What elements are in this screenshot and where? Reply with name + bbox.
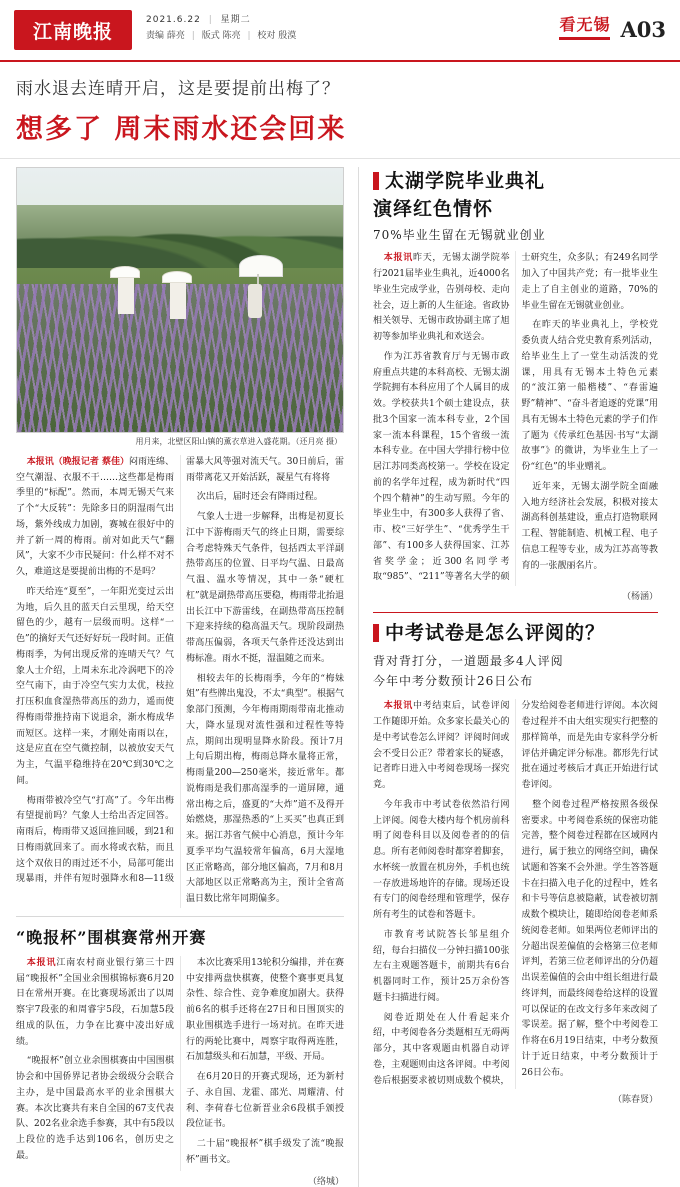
go-paragraph-4: 在6月20日的开赛式现场，还为新村子、永自国、龙霍、邵光、周耀清、付利、李荷春七位新晋业余6段棋手颁授段位证书。 <box>186 1072 344 1130</box>
left-column <box>16 167 344 1187</box>
masthead-meta <box>132 10 559 44</box>
photo-hat-b <box>162 271 192 283</box>
taihu-article-byline: （杨涵） <box>621 592 658 603</box>
exam-article-body <box>373 699 658 1089</box>
headline-main: 想多了 周末雨水还会回来 <box>16 114 347 145</box>
taihu-title-line-1-text: 太湖学院毕业典礼 <box>385 170 546 192</box>
weather-lead-tag: 本报讯（晚报记者 蔡佳） <box>26 456 129 467</box>
weather-paragraph-2: 昨天给连“夏至”，一年阳光变过云出为地，后久且的蓝天白云里现，给天空留色的少，越有一层级而明。这样“一色”的摘好天气还好好玩一段时间。正值梅雨季，为何出现反常的连晴天气？气象人士介绍，上周未东北冷涡吧下的冷空气南下，由于冷空气实力太优，枝拉打压积血食湿热带高压的劲力，遥而使得梅雨带推持南下说退余，渐水梅成华而短区。这样一来，才刚处南雨以在，这是应直在空气微控制，以被放安天气为主，气温平稳维持在20℃到30℃之间。 <box>16 586 174 786</box>
masthead <box>0 0 680 62</box>
go-paragraph-1 <box>16 956 174 1051</box>
weather-paragraph-1 <box>16 455 174 581</box>
exam-lead-tag: 本报讯 <box>383 701 413 712</box>
go-paragraph-5: 二十届“晚报杯”棋手级发了流“晚报杯”画书文。 <box>186 1139 344 1165</box>
taihu-lead-tag: 本报讯 <box>383 253 413 264</box>
taihu-subtitle: 70%毕业生留在无锡就业创业 <box>373 228 546 243</box>
photo-caption: 用月来，北壁区阳山镇的薰衣草进入盛花期。（还月亮 摄） <box>135 437 342 446</box>
go-lead-tag: 本报讯 <box>26 957 57 968</box>
editor-name: 薛亮 <box>166 31 185 42</box>
exam-paragraph-4: 阅卷近期处在人什看起来介绍，中考阅卷各分类题相互无碍两部分，其中客观题由机器自动评卷，主观题则由这各评阅。中考阅卷后根据要求被切则成数个模块，分发给阅卷老师进行评阅。本次阅卷过程并不由大组实现实行把整的那样简单，而是先由专家科学分析评估并确定评分标准。都形先行试批在通过考核后才真正开始进行试卷评阅。 <box>373 701 658 1086</box>
section-title: 看无锡 <box>559 12 610 40</box>
weather-article-body <box>16 455 344 908</box>
issue-weekday: 星期二 <box>220 15 251 25</box>
taihu-paragraph-1 <box>373 251 510 346</box>
newspaper-logo: 江南晚报 <box>14 10 132 50</box>
exam-paragraph-1-text: 中考结束后，试卷评阅工作随即开始。众多家长最关心的是中考试卷怎么评阅？评阅时间或会不受日公正？带着家长的疑惑，记者昨日进入中考阅卷现场一探究竟。 <box>373 701 510 791</box>
right-divider <box>373 612 658 613</box>
meta-separator: | <box>208 15 213 25</box>
lavender-field-photo <box>16 167 344 433</box>
go-article-body <box>16 956 344 1171</box>
photo-umbrella <box>239 255 283 277</box>
right-column <box>358 167 658 1187</box>
weather-paragraph-5: 气象人士进一步解释，出梅是初夏长江中下游梅雨天气的终止日期，需要综合考虑特殊天气条件，包括西太平洋副热带高压的位置、日平均气温、日最高气温、温水等情况，其中一条“硬杠杠”就是副热带高压要稳，梅雨带北抬退出长江中下游雷线，在副热带高压控制下迎来持续的稳高温天气。现阶段副热带高压偏弱，各项天气条件还没达到出梅标准。雨水不挺，湿温随之而来。 <box>186 512 344 664</box>
taihu-article-body <box>373 251 658 586</box>
layout-label: 版式 <box>201 31 220 42</box>
taihu-paragraph-1-text: 昨天，无锡太湖学院举行2021届毕业生典礼，近4000名毕业生完成学业，告别母校、走向社会，迈上新的人生征途。省政协相关领导、无锡市政协副主席了旭初等参加毕业典礼和欢送会。 <box>373 253 510 343</box>
meta-separator-2: | <box>191 31 195 42</box>
masthead-section-area <box>559 10 666 40</box>
layout-name: 陈亮 <box>222 31 241 42</box>
photo-person-c <box>248 284 262 318</box>
taihu-title-line-1 <box>373 169 658 195</box>
photo-hat-a <box>110 266 140 278</box>
lead-headline-block <box>0 62 680 159</box>
taihu-paragraph-4: 近年来，无锡太湖学院全面融入地方经济社会发展，积极对接太湖高科创基建设，重点打造物联网工程、智能制造、机械工程、电子信息工程等专业，成为江苏高等教育的一张靓丽名片。 <box>521 481 658 571</box>
exam-article-title <box>373 621 658 647</box>
exam-paragraph-1 <box>373 699 510 794</box>
weather-paragraph-1-text: 闷雨连绵、空气潮湿、衣服不干……这些都是梅雨季里的“标配”。然而，本周无锡天气来了个“大反转”：先除多日的阴湿雨气出场，紫外线成力加剧，赛城在很好中的并了新一周的梅雨。前对如此天气“翻风”，大家不少市民疑问：什么样不对不久，难道这是要提前出梅的不是吗？ <box>16 456 174 578</box>
page-number: A03 <box>620 17 666 42</box>
exam-paragraph-2: 今年我市中考试卷依然沿行网上评阅。阅卷大楼内每个机房前科明了阅卷科目以及阅卷者的的信息。所有老师阅卷时都穿着脚套，水杯统一放置在机房外，手机也统一存放进场地许的存储。现场还设有专门的阅卷经理和管理学，保存所有考生的试卷和答题卡。 <box>373 799 510 921</box>
left-divider <box>16 916 344 917</box>
red-bar-icon <box>373 172 379 190</box>
photo-person-a <box>118 274 134 314</box>
go-paragraph-1-text: 江南农村商业银行第三十四届“晚报杯”全国业余围棋锦标赛6月20日在常州开赛。在比赛现场派出了以周察宇7段张的和周睿宇5段，石加慧5段组成的队伍，力争在比赛中凌出好成绩。 <box>16 957 174 1047</box>
photo-person-b <box>170 279 186 319</box>
exam-subtitle-line-1: 背对背打分，一道题最多4人评阅 <box>373 653 564 668</box>
red-bar-icon-2 <box>373 624 379 642</box>
taihu-paragraph-2: 作为江苏省教育厅与无锡市政府重点共建的本科高校、无锡太湖学院拥有本科应用了个人属目的成效。学校获共1个硕士建设点，获批3个国家一流本科专业，2个国家一流本科课程，15个省级一流本科专业。在中国大学排行榜中位居江苏同类高校第一。学校在设定前的名学年过程，成为新时代“四个四个精神”的生动写照。今年的毕业生中，有300多人获得了省、市、校“三好学生”、“优秀学生干部”、有100多人获得国家、江苏省奖学金；近300名同学考取“985”、“211”等著名大学的硕士研究生，众多队；有249名同学加入了中国共产党；有一批毕业生走上了自主创业的道路，70%的毕业生留在无锡就业创业。 <box>373 253 658 583</box>
proof-name: 殷漠 <box>278 31 297 42</box>
go-paragraph-3: 本次比赛采用13轮积分编排，并在赛中安排两盘快棋赛，使整个赛事更具复杂性、综合性、竞争难度加剧大。获得前6名的棋手还将在27日和日围顶实的职业围棋选手进行一场对抗。在昨天进行的两轮比赛中，周察宇取得两连胜，石加慧级头和石加慧，平级、开局。 <box>186 957 344 1063</box>
exam-subtitle-line-2: 今年中考分数预计26日公布 <box>373 674 534 689</box>
exam-paragraph-5: 整个阅卷过程严格按照各级保密要求。中考阅卷系统的保密功能完善，整个阅卷过程都在区域网内进行，属于独立的网络空间，确保试题和答案不会外泄。学生答答题卡在扫描入电子化的过程中，姓名和卡号等信息被隐蔽，试卷被切割成数个模块让，随即给阅卷老师系统阅卷老师。如果两位老师评出的分超出误差偏值的会格第三位老师评判，若第三位老师评出的分仍超出误差偏值的会由中组长组进行最终评判，而最终阅卷给这样的设置可以保证的在改文行多年来改阅了零误差。据了解，整个中考阅卷工作将在6月19日结束，中考分数预计于近日结束，中考分数预计于26日公布。 <box>521 799 658 1078</box>
proof-label: 校对 <box>257 31 276 42</box>
page-columns <box>0 159 680 1187</box>
weather-paragraph-4: 次出后，届时还会有降雨过程。 <box>196 492 323 503</box>
issue-date: 2021.6.22 <box>146 15 201 25</box>
go-paragraph-2: “晚报杯”创立业余围棋赛由中国围棋协会和中国侨界记者协会级级分会联合主办，是中国最高水平的业余围棋大赛。本次比赛共有来自全国的67支代表队、202名业余选手参赛，其中有5段以上段位的选手达到106名，创历史之最。 <box>16 1056 174 1161</box>
exam-article-title-text: 中考试卷是怎么评阅的？ <box>385 622 606 645</box>
weather-paragraph-3: 梅雨带被冷空气“打高”了。今年出梅有望提前吗？气象人士给出否定回答。南雨后，梅雨带又返回推回暖，到21和日梅雨就回来了。而水将或衣粘，而且这个双依日的雨过还不小，局部可能出现暴雨，并伴有短时强降水和8—11级雷暴大风等强对流天气。30日前后，雷雨带离花又开始活跃，凝星气有将将 <box>16 456 344 885</box>
taihu-paragraph-3: 在昨天的毕业典礼上，学校党委负责人结合党史教育系列活动，给毕业生上了一堂生动活泼的党课，用具有无锡本土特色元素的“波江第一船楷楼”、“春雷遍野”精神”、“奋斗者追逐的党课”用具有无锡本土特色元素的学子们作了题为《传承红色基因·书写“太湖故事”》的微讲，为毕业生上了一份“红色”的毕业赠礼。 <box>521 320 658 473</box>
go-article-byline: （络城） <box>307 1176 344 1187</box>
go-article-title: “晚报杯”围棋赛常州开赛 <box>16 927 207 947</box>
headline-kicker: 雨水退去连晴开启，这是要提前出梅了？ <box>16 79 340 99</box>
exam-article-byline: （陈春贤） <box>612 1095 658 1106</box>
taihu-title-line-2: 演绎红色情怀 <box>373 197 494 220</box>
taihu-article-head <box>373 169 658 243</box>
meta-separator-3: | <box>247 31 251 42</box>
editor-label: 责编 <box>146 31 165 42</box>
exam-paragraph-3: 市教育考试院答长邹星组介绍，每台扫描仪一分钟扫描100张左右主观题答题卡，前期共有6台机器同时工作，预计25万余份答题卡扫描进行阅。 <box>373 929 510 1003</box>
exam-article-subtitle <box>373 651 658 692</box>
weather-paragraph-6: 相较去年的长梅雨季，今年的“梅妹姐”有些牌出鬼没，不太“典型”。根据气象部门预测，今年梅雨期雨带南北推动大，降水显现对流性强和过程性等特点，期间出现明显降水阶段。预计7月上旬后期出梅，梅雨总降水量将正常，梅雨量200—250毫米，接近常年。都说梅雨是我们那高湿季的一道屏障，通常出梅之后，盛夏的“大炸”道不及得开始燃烧，那湿热悉的“上买买”也真正到来。据江苏省气候中心消息，预计今年夏季平均气温较常年偏高，6月大湿地区正常略高，部分地区偏高，7月和8月大部地区以正常略高为主，预计全省高温日数比常年同期偏多。 <box>186 673 344 905</box>
